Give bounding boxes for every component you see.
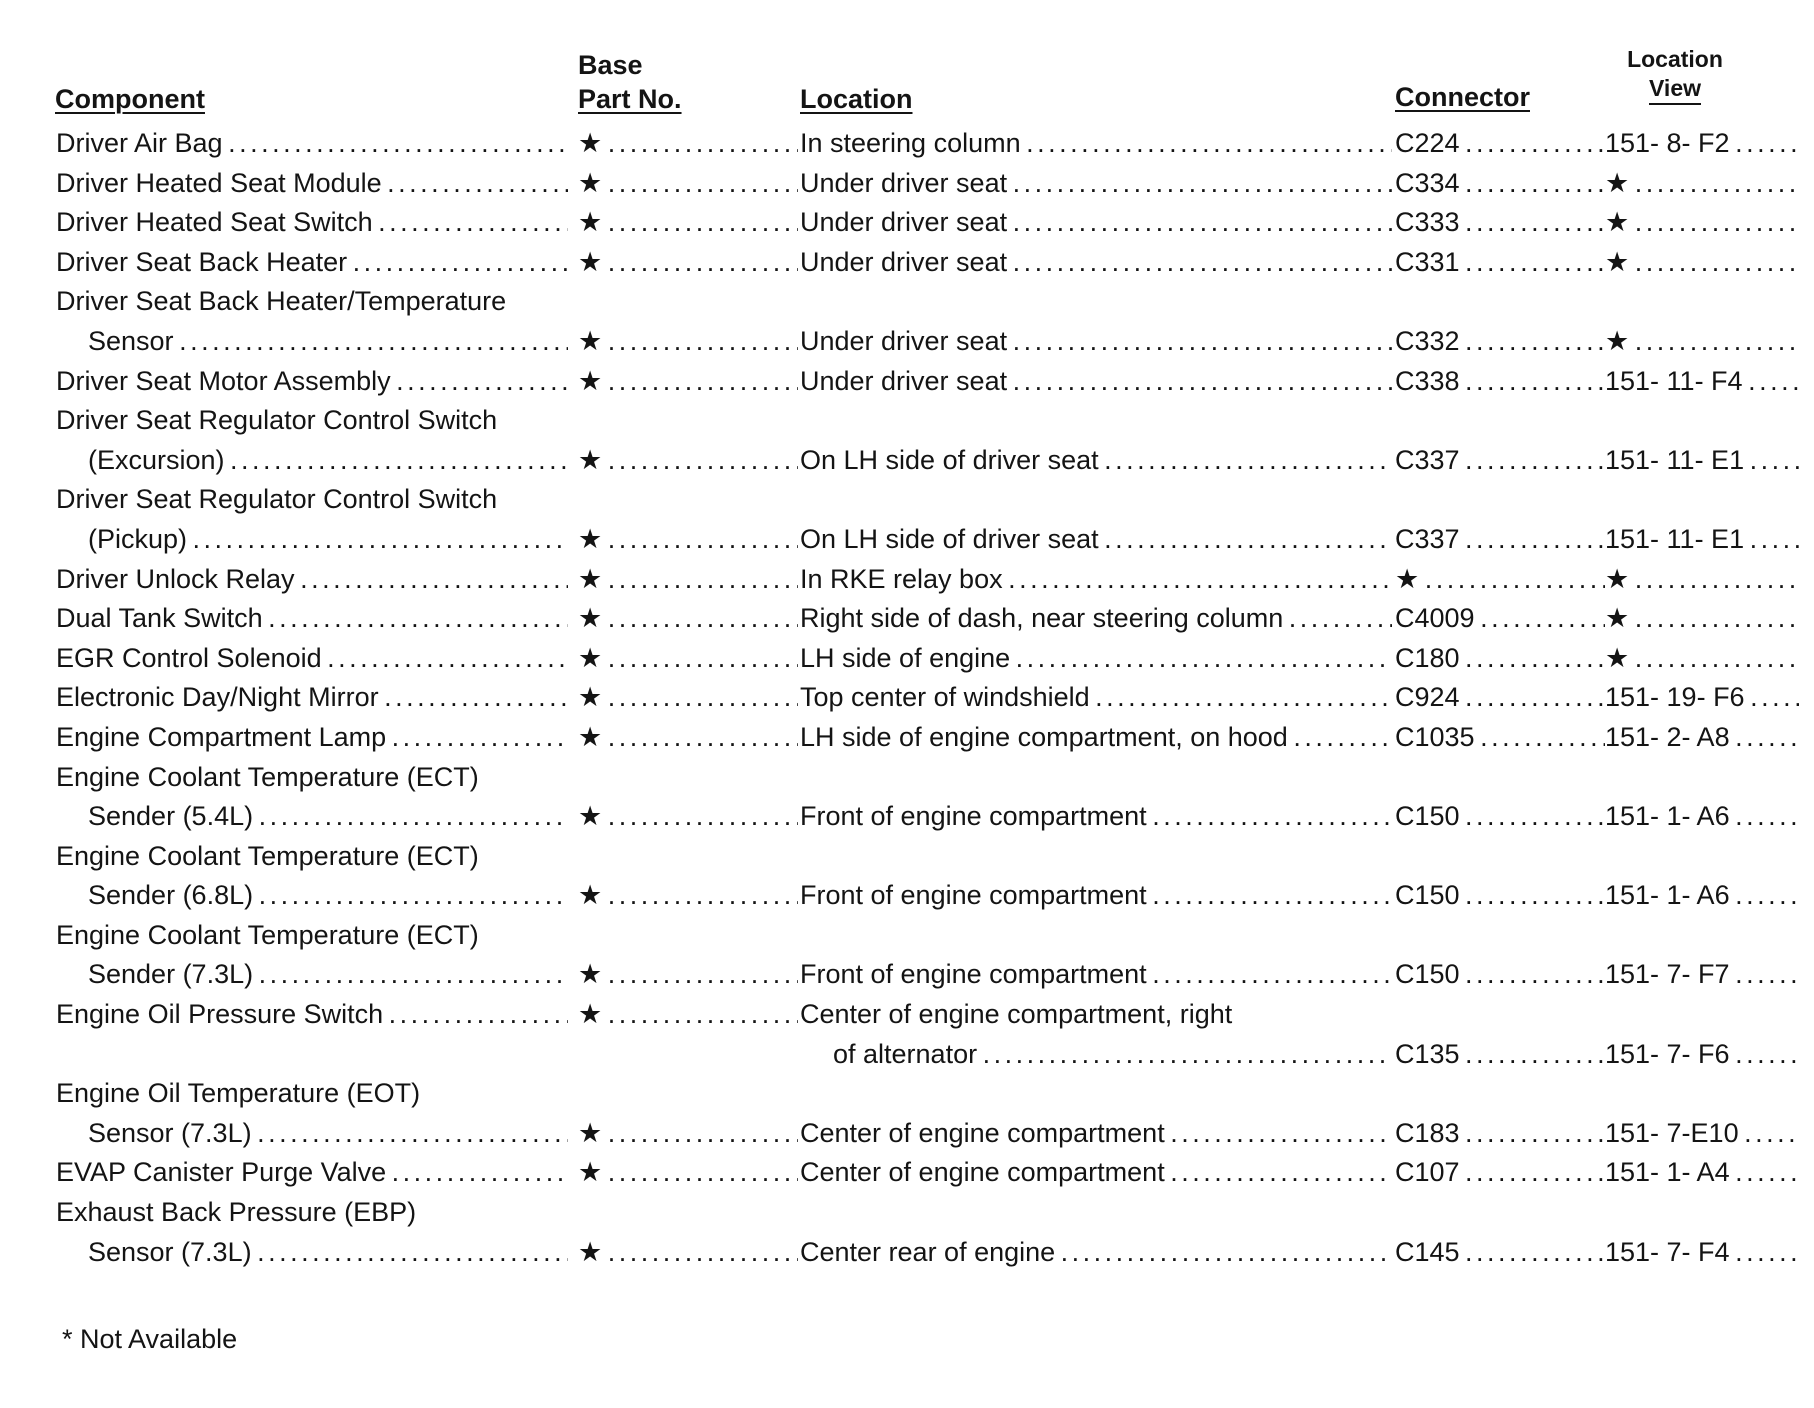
base-part-no: ★ . . . (578, 164, 798, 204)
table-row (0, 718, 1814, 758)
base-part-no: ★ . . . (578, 639, 798, 679)
location-view: 151- 11- E1 . . . (1605, 441, 1799, 481)
component-name: Driver Seat Regulator Control Switch (56, 405, 498, 436)
base-part-no: ★ . . . (578, 203, 798, 243)
component-name: Engine Coolant Temperature (ECT) (56, 840, 479, 871)
location-view: 151- 7- F7 . . . (1605, 955, 1799, 995)
component-name: Engine Coolant Temperature (ECT) (56, 761, 479, 792)
location-view: ★ . . . (1605, 203, 1799, 243)
base-part-no: ★ . . . (578, 995, 798, 1035)
component-name-cont: (Excursion) . . . (88, 441, 568, 481)
location: Center of engine compartment . . . (800, 1114, 1392, 1154)
table-row-heading (0, 837, 1814, 877)
connector: C331 . . . (1395, 243, 1605, 283)
table-row-heading (0, 1074, 1814, 1114)
base-part-no: ★ . . . (578, 520, 798, 560)
component-name: Driver Seat Motor Assembly . . . (56, 362, 568, 402)
table-row-cont (0, 1035, 1814, 1075)
table-row-heading (0, 758, 1814, 798)
component-name: Driver Seat Regulator Control Switch (56, 484, 498, 515)
connector: C150 . . . (1395, 876, 1605, 916)
header-location-view-line1: Location (1627, 46, 1723, 72)
table-row (0, 955, 1814, 995)
location: LH side of engine . . . (800, 639, 1392, 679)
component-name: EVAP Canister Purge Valve . . . (56, 1153, 568, 1193)
component-name: Driver Unlock Relay . . . (56, 560, 568, 600)
base-part-no: ★ . . . (578, 678, 798, 718)
connector: C150 . . . (1395, 955, 1605, 995)
component-name: Engine Coolant Temperature (ECT) (56, 919, 479, 950)
table-row (0, 164, 1814, 204)
component-name: Exhaust Back Pressure (EBP) (56, 1197, 417, 1228)
connector: C145 . . . (1395, 1233, 1605, 1273)
table-row (0, 1153, 1814, 1193)
connector: C150 . . . (1395, 797, 1605, 837)
location: Right side of dash, near steering column . . . (800, 599, 1392, 639)
base-part-no: ★ . . . (578, 955, 798, 995)
base-part-no: ★ . . . (578, 560, 798, 600)
base-part-no: ★ . . . (578, 718, 798, 758)
location-view: ★ . . . (1605, 322, 1799, 362)
connector: C183 . . . (1395, 1114, 1605, 1154)
connector: C334 . . . (1395, 164, 1605, 204)
table-row (0, 639, 1814, 679)
location: Front of engine compartment . . . (800, 955, 1392, 995)
component-name-cont: Sender (5.4L) . . . (88, 797, 568, 837)
component-name: Engine Oil Temperature (EOT) (56, 1078, 421, 1109)
component-name-cont: Sender (7.3L) . . . (88, 955, 568, 995)
component-name: Driver Air Bag . . . (56, 124, 568, 164)
component-name-cont: (Pickup) . . . (88, 520, 568, 560)
location-view: 151- 11- E1 . . . (1605, 520, 1799, 560)
table-row (0, 322, 1814, 362)
table-row (0, 876, 1814, 916)
table-row-heading (0, 1193, 1814, 1233)
table-row-heading (0, 916, 1814, 956)
location: Front of engine compartment . . . (800, 797, 1392, 837)
component-name: Dual Tank Switch . . . (56, 599, 568, 639)
table-row (0, 203, 1814, 243)
table-row (0, 599, 1814, 639)
base-part-no: ★ . . . (578, 362, 798, 402)
location-view: ★ . . . (1605, 560, 1799, 600)
table-row (0, 124, 1814, 164)
location-view: 151- 1- A4 . . . (1605, 1153, 1799, 1193)
base-part-no: ★ . . . (578, 322, 798, 362)
location: Under driver seat . . . (800, 203, 1392, 243)
location: Under driver seat . . . (800, 322, 1392, 362)
header-base-line1: Base (578, 50, 643, 80)
table-row (0, 362, 1814, 402)
location-view: 151- 7-E10 . . . (1605, 1114, 1799, 1154)
location-view: 151- 7- F4 . . . (1605, 1233, 1799, 1273)
connector: C332 . . . (1395, 322, 1605, 362)
table-row (0, 1114, 1814, 1154)
location-cont: of alternator . . . (833, 1035, 1392, 1075)
location-view: 151- 11- F4 . . . (1605, 362, 1799, 402)
table-row (0, 243, 1814, 283)
table-row-heading (0, 401, 1814, 441)
connector: C333 . . . (1395, 203, 1605, 243)
component-name: Driver Seat Back Heater/Temperature (56, 286, 507, 317)
component-name-cont: Sensor (7.3L) . . . (88, 1114, 568, 1154)
table-row (0, 995, 1814, 1035)
location-view: ★ . . . (1605, 639, 1799, 679)
base-part-no: ★ . . . (578, 1153, 798, 1193)
header-location-view (1610, 45, 1740, 103)
location: Under driver seat . . . (800, 164, 1392, 204)
location: Center of engine compartment, right (800, 999, 1233, 1030)
component-name: Engine Oil Pressure Switch . . . (56, 995, 568, 1035)
component-name: Driver Heated Seat Module . . . (56, 164, 568, 204)
connector: C337 . . . (1395, 441, 1605, 481)
base-part-no: ★ . . . (578, 797, 798, 837)
location: Center rear of engine . . . (800, 1233, 1392, 1273)
header-base-part-no (578, 48, 682, 116)
table-row (0, 560, 1814, 600)
base-part-no: ★ . . . (578, 1233, 798, 1273)
connector: C135 . . . (1395, 1035, 1605, 1075)
table-row (0, 797, 1814, 837)
component-name: Driver Heated Seat Switch . . . (56, 203, 568, 243)
component-name: Driver Seat Back Heater . . . (56, 243, 568, 283)
header-connector: Connector (1395, 82, 1530, 112)
component-name-cont: Sensor (7.3L) . . . (88, 1233, 568, 1273)
footnote: * Not Available (62, 1324, 238, 1354)
component-name: Electronic Day/Night Mirror . . . (56, 678, 568, 718)
location-view: 151- 2- A8 . . . (1605, 718, 1799, 758)
connector: C180 . . . (1395, 639, 1605, 679)
component-name-cont: Sender (6.8L) . . . (88, 876, 568, 916)
table-row (0, 678, 1814, 718)
location-view: 151- 19- F6 . . . (1605, 678, 1799, 718)
connector: C337 . . . (1395, 520, 1605, 560)
base-part-no: ★ . . . (578, 599, 798, 639)
location-view: ★ . . . (1605, 599, 1799, 639)
connector: C924 . . . (1395, 678, 1605, 718)
component-name: EGR Control Solenoid . . . (56, 639, 568, 679)
location: LH side of engine compartment, on hood . . . (800, 718, 1392, 758)
location: On LH side of driver seat . . . (800, 520, 1392, 560)
connector: C107 . . . (1395, 1153, 1605, 1193)
location: Under driver seat . . . (800, 243, 1392, 283)
table-row-heading (0, 480, 1814, 520)
connector: C4009 . . . (1395, 599, 1605, 639)
location: Under driver seat . . . (800, 362, 1392, 402)
location-view: 151- 8- F2 . . . (1605, 124, 1799, 164)
table-row (0, 1233, 1814, 1273)
location-view: ★ . . . (1605, 164, 1799, 204)
location-view: 151- 7- F6 . . . (1605, 1035, 1799, 1075)
header-location: Location (800, 84, 913, 114)
connector: ★ . . . (1395, 560, 1605, 600)
connector: C338 . . . (1395, 362, 1605, 402)
table-row-heading (0, 282, 1814, 322)
location: On LH side of driver seat . . . (800, 441, 1392, 481)
base-part-no: ★ . . . (578, 441, 798, 481)
header-base-line2: Part No. (578, 84, 682, 114)
location: Center of engine compartment . . . (800, 1153, 1392, 1193)
component-name: Engine Compartment Lamp . . . (56, 718, 568, 758)
component-name-cont: Sensor . . . (88, 322, 568, 362)
base-part-no: ★ . . . (578, 1114, 798, 1154)
header-component: Component (55, 84, 205, 114)
header-location-view-line2: View (1649, 75, 1701, 101)
connector: C1035 . . . (1395, 718, 1605, 758)
table-row (0, 441, 1814, 481)
location-view: 151- 1- A6 . . . (1605, 876, 1799, 916)
location: Front of engine compartment . . . (800, 876, 1392, 916)
base-part-no: ★ . . . (578, 243, 798, 283)
location-view: ★ . . . (1605, 243, 1799, 283)
location: In RKE relay box . . . (800, 560, 1392, 600)
base-part-no: ★ . . . (578, 124, 798, 164)
component-table (0, 124, 1814, 1272)
connector: C224 . . . (1395, 124, 1605, 164)
location-view: 151- 1- A6 . . . (1605, 797, 1799, 837)
location: Top center of windshield . . . (800, 678, 1392, 718)
table-row (0, 520, 1814, 560)
location: In steering column . . . (800, 124, 1392, 164)
base-part-no: ★ . . . (578, 876, 798, 916)
